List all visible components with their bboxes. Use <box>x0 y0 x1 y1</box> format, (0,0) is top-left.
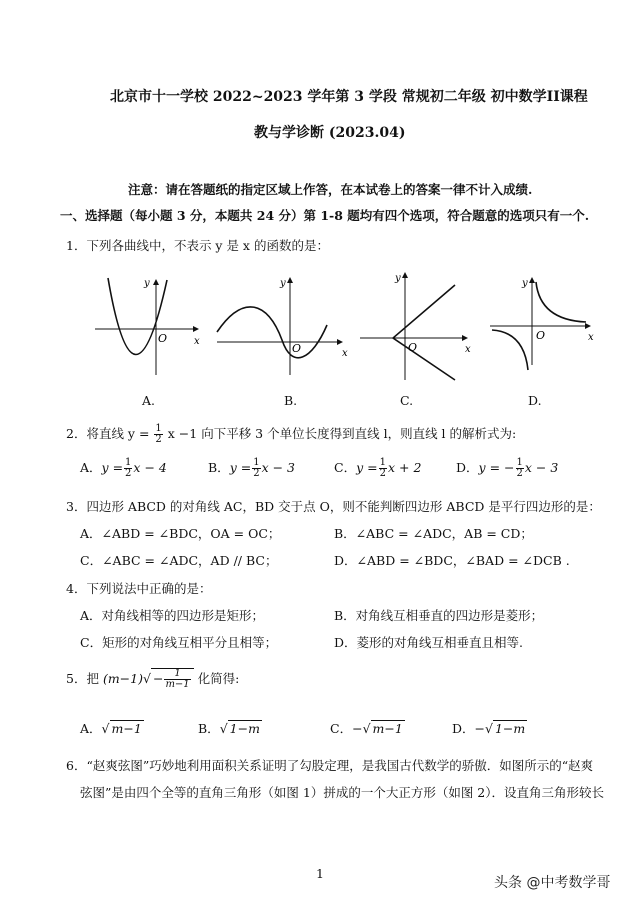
option-fraction <box>124 458 132 479</box>
origin-label: O <box>536 329 546 342</box>
option-eq-start: y = <box>229 460 252 475</box>
x-label: x <box>588 332 594 343</box>
option-label: C． <box>334 460 357 475</box>
x-label: x <box>342 348 348 359</box>
q1-stem: 1．下列各曲线中，不表示 y 是 x 的函数的是： <box>66 238 329 253</box>
origin-label: O <box>292 342 302 355</box>
x-label: x <box>465 344 471 355</box>
option-label: B． <box>198 721 220 736</box>
option-label: D． <box>452 721 475 736</box>
q1-label-d: D. <box>528 393 542 408</box>
y-label: y <box>522 278 528 289</box>
q5-stem-end: 化简得: <box>197 671 240 686</box>
frac-den: 2 <box>253 468 260 479</box>
q2-stem-end: x −1 向下平移 3 个单位长度得到直线 l，则直线 l 的解析式为: <box>167 426 517 441</box>
q3-stem: 3．四边形 ABCD 的对角线 AC，BD 交于点 O，则不能判断四边形 ABCD 是平行四边形的是： <box>66 499 601 514</box>
origin-label: O <box>408 341 418 354</box>
q6-line-2: 弦图”是由四个全等的直角三角形（如图 1）拼成的一个大正方形（如图 2）．设直角三角形较长 <box>80 785 604 800</box>
q1-label-b: B. <box>284 393 298 408</box>
option-fraction <box>379 458 387 479</box>
radical-sign: √ <box>362 721 371 736</box>
q5-stem-start: 5．把 <box>66 671 99 686</box>
q4-stem: 4．下列说法中正确的是： <box>66 581 212 596</box>
origin-label: O <box>158 332 168 345</box>
option-eq-start: y = − <box>478 460 515 475</box>
option-radicand: m−1 <box>111 721 142 736</box>
page-number: 1 <box>316 866 324 881</box>
q5-option-d <box>452 719 527 737</box>
q1-graph-a <box>90 270 210 380</box>
radical-sign: √ <box>142 671 151 686</box>
q2-option-a <box>80 458 167 479</box>
y-label: y <box>395 273 401 284</box>
watermark: 头条 @中考数学哥 <box>494 875 611 891</box>
q3-option-c: C．∠ABC = ∠ADC，AD // BC； <box>80 553 278 568</box>
q4-option-d: D．菱形的对角线互相垂直且相等. <box>334 635 523 650</box>
frac-den: m−1 <box>165 679 190 690</box>
q5-option-a <box>80 719 144 737</box>
q5-radicand <box>151 668 194 690</box>
q3-option-d: D．∠ABD = ∠BDC，∠BAD = ∠DCB . <box>334 553 570 568</box>
frac-den: 2 <box>155 434 162 445</box>
q6-line-1: 6．“赵爽弦图”巧妙地利用面积关系证明了勾股定理，是我国古代数学的骄傲．如图所示的“赵爽 <box>66 758 594 773</box>
q4-option-c: C．矩形的对角线互相平分且相等； <box>80 635 278 650</box>
option-label: A． <box>80 721 102 736</box>
option-label: D． <box>456 460 479 475</box>
q1-graph-c <box>355 265 475 385</box>
q2-option-d <box>456 458 558 479</box>
frac-num: 1 <box>253 457 260 468</box>
q1-graph-d <box>486 270 601 380</box>
frac-den: 2 <box>379 468 386 479</box>
option-fraction <box>252 458 260 479</box>
wave-curve <box>217 307 327 358</box>
radical-sign: √ <box>485 721 493 736</box>
q5-paren: (m−1) <box>102 671 143 686</box>
q2-option-c <box>334 458 421 479</box>
q5-option-b <box>198 719 262 737</box>
exam-subtitle: 教与学诊断 (2023.04) <box>254 125 406 141</box>
option-label: C． <box>330 721 353 736</box>
option-eq-end: x − 4 <box>133 460 167 475</box>
frac-num: 1 <box>379 457 386 468</box>
q2-fraction <box>154 424 162 445</box>
q3-option-b: B．∠ABC = ∠ADC，AB = CD； <box>334 526 533 541</box>
q5-stem <box>66 668 239 690</box>
frac-num: 1 <box>164 669 190 680</box>
option-label: A． <box>80 460 102 475</box>
frac-num: 1 <box>516 457 523 468</box>
section-heading: 一、选择题（每小题 3 分，本题共 24 分）第 1-8 题均有四个选项，符合题意的选项只有一个. <box>60 208 590 223</box>
frac-num: 1 <box>155 423 162 434</box>
hyperbola-left <box>492 330 528 370</box>
frac-den: 2 <box>516 468 523 479</box>
v-curve <box>393 285 455 380</box>
q2-option-b <box>208 458 295 479</box>
q1-graph-b <box>212 270 352 380</box>
q1-label-c: C. <box>400 393 414 408</box>
option-radicand: m−1 <box>372 721 403 736</box>
option-eq-start: y = <box>101 460 124 475</box>
q4-option-a: A．对角线相等的四边形是矩形； <box>80 608 265 623</box>
q2-stem-start: 2．将直线 y = <box>66 426 150 441</box>
option-label: B． <box>208 460 230 475</box>
y-label: y <box>144 278 150 289</box>
q3-option-a: A．∠ABD = ∠BDC，OA = OC； <box>80 526 281 541</box>
radical-sign: √ <box>219 721 228 736</box>
option-fraction <box>516 458 524 479</box>
q2-stem <box>66 424 516 445</box>
option-eq-end: x − 3 <box>524 460 559 475</box>
option-eq-end: x − 3 <box>261 460 296 475</box>
exam-title: 北京市十一学校 2022~2023 学年第 3 学段 常规初二年级 初中数学II课程 <box>110 89 588 105</box>
y-label: y <box>280 278 286 289</box>
q1-label-a: A. <box>142 393 156 408</box>
option-sign: − <box>474 721 486 736</box>
x-label: x <box>194 336 200 347</box>
frac-den: 2 <box>125 468 132 479</box>
radicand-sign: − <box>152 671 164 686</box>
q5-fraction <box>164 669 190 690</box>
option-radicand: 1−m <box>229 721 260 736</box>
option-radicand: 1−m <box>494 721 526 736</box>
radical-sign: √ <box>101 721 110 736</box>
q4-option-b: B．对角线互相垂直的四边形是菱形； <box>334 608 544 623</box>
option-eq-start: y = <box>356 460 378 475</box>
q5-option-c <box>330 719 405 737</box>
option-eq-end: x + 2 <box>387 460 422 475</box>
option-sign: − <box>352 721 363 736</box>
notice: 注意：请在答题纸的指定区域上作答，在本试卷上的答案一律不计入成绩. <box>128 182 533 197</box>
frac-num: 1 <box>125 457 132 468</box>
hyperbola-right <box>536 282 586 322</box>
